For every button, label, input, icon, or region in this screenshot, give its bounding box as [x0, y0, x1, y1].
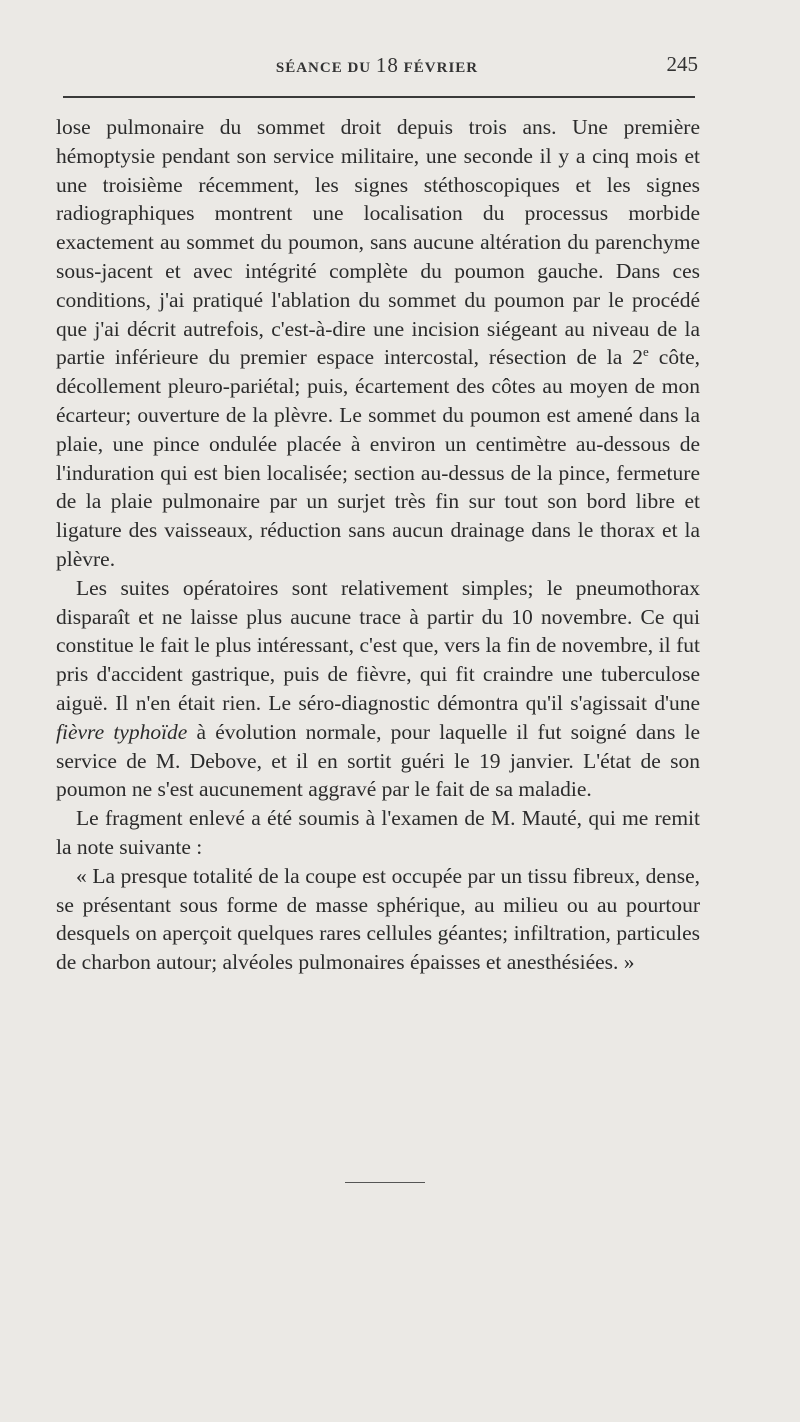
paragraph-3: Le fragment enlevé a été soumis à l'examen de M. Mauté, qui me remit la note suivante :	[56, 806, 700, 859]
paragraph-1	[56, 113, 700, 574]
paragraph-2	[56, 574, 700, 804]
paragraph-2-italic: fièvre typhoïde	[56, 719, 188, 744]
body-text	[56, 113, 700, 977]
running-title-month: FÉVRIER	[398, 60, 479, 76]
running-title-prefix: SÉANCE DU	[275, 60, 376, 76]
page-number: 245	[666, 52, 698, 76]
end-rule	[345, 1182, 425, 1183]
paragraph-2-part-a: Les suites opératoires sont relativement simples; le pneumothorax disparaît et ne laisse plus aucune trace à partir du 10 novembre. Ce qui constitue le fait le plus intéressant, c'est que, vers la fin de novembre, il fut pris d'accident gastrique, puis de fièvre, qui fit craindre une tuberculose aiguë. Il n'en était rien. Le séro-diagnostic démontra qu'il s'agissait d'une	[56, 575, 700, 715]
running-title	[56, 53, 698, 78]
paragraph-1-part-a: lose pulmonaire du sommet droit depuis trois ans. Une première hémoptysie pendant son service militaire, une seconde il y a cinq mois et une troisième récemment, les signes stéthoscopiques et les signes radiographiques montrent une localisation du processus morbide exactement au sommet du poumon, sans aucune altération du parenchyme sous-jacent et avec intégrité complète du poumon gauche. Dans ces conditions, j'ai pratiqué l'ablation du sommet du poumon par le procédé que j'ai décrit autrefois, c'est-à-dire une incision siégeant au niveau de la partie inférieure du premier espace intercostal, résection de la 2	[56, 115, 700, 370]
running-title-day: 18	[375, 53, 399, 77]
ordinal-superscript: e	[643, 344, 649, 360]
paragraph-2-part-b: à évolution normale, pour laquelle il fut soigné dans le service de M. Debove, et il en sortit guéri le 19 janvier. L'état de son poumon ne s'est aucunement aggravé par le fait de sa maladie.	[56, 719, 700, 802]
header-rule	[63, 96, 695, 98]
running-head	[56, 53, 698, 77]
paragraph-4-quote: « La presque totalité de la coupe est occupée par un tissu fibreux, dense, se présentant sous forme de masse sphérique, au milieu ou au pourtour desquels on aperçoit quelques rares cellules géantes; infiltration, particules de charbon autour; alvéoles pulmonaires épaisses et anesthésiées. »	[56, 863, 700, 975]
paragraph-1-part-b: côte, décollement pleuro-pariétal; puis, écartement des côtes au moyen de mon écarteur; ouverture de la plèvre. Le sommet du poumon est amené dans la plaie, une pince ondulée placée à environ un centimètre au-dessous de l'induration qui est bien localisée; section au-dessus de la pince, fermeture de la plaie pulmonaire par un surjet très fin sur tout son bord libre et ligature des vaisseaux, réduction sans aucun drainage dans le thorax et la plèvre.	[56, 345, 700, 571]
